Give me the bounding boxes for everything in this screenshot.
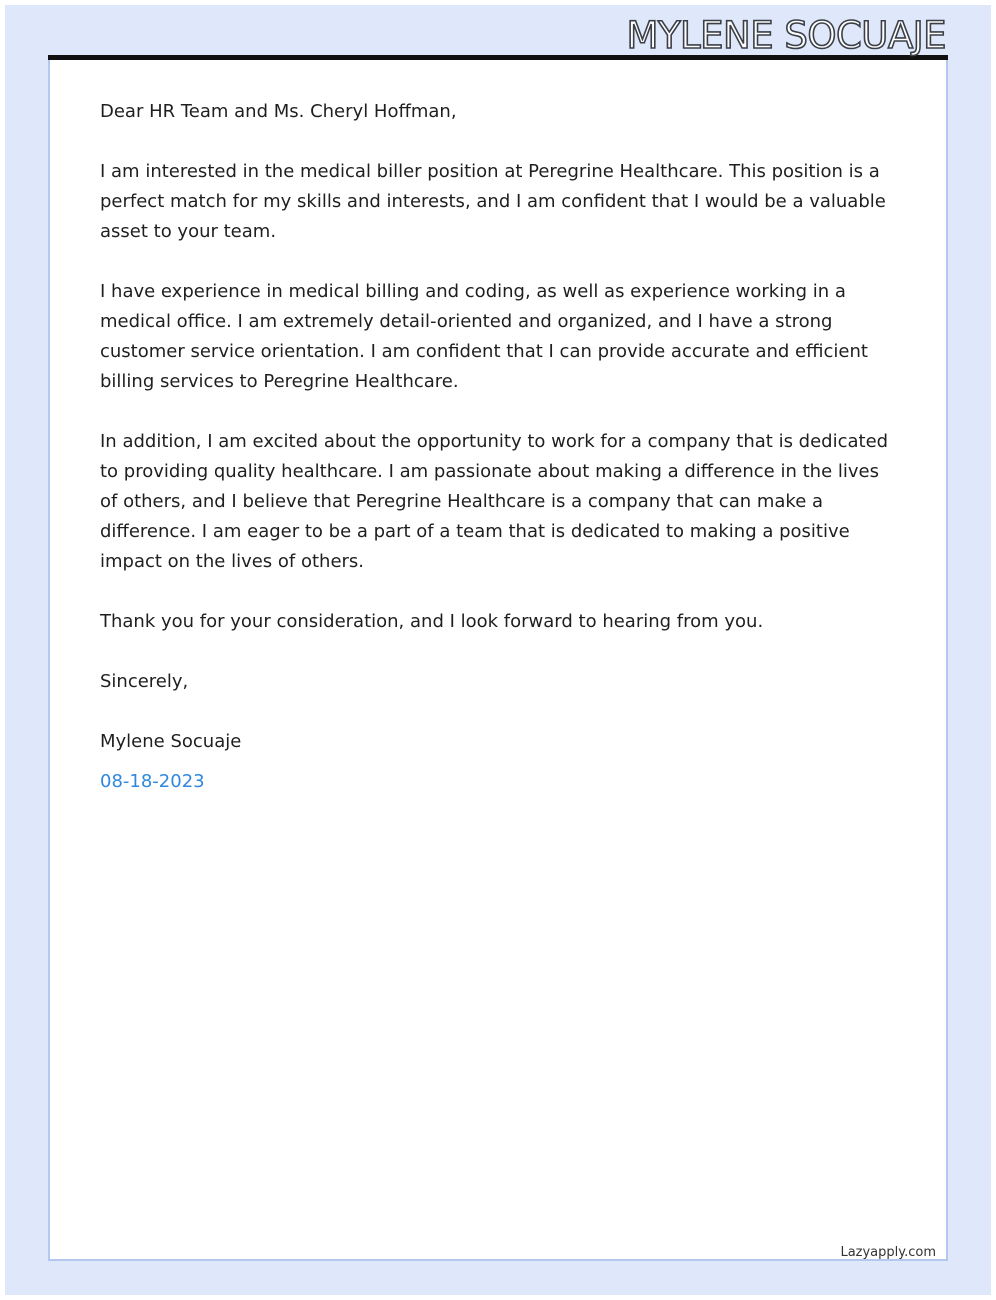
paragraph-thanks: Thank you for your consideration, and I look forward to hearing from you.: [100, 611, 764, 632]
salutation: Dear HR Team and Ms. Cheryl Hoffman,: [100, 101, 457, 122]
letter-date: 08-18-2023: [100, 771, 205, 792]
paragraph-motivation: In addition, I am excited about the opportunity to work for a company that is dedicated to providing quality healthcare. I am passionate about making a difference in the lives of others, and I believe that Peregrine Healthcare is a company that can make a difference. I am eager to be a part of a team that is dedicated to making a positive impact on the lives of others.: [100, 431, 889, 572]
cover-letter-body: [100, 97, 900, 797]
paragraph-experience: I have experience in medical billing and coding, as well as experience working in a medical office. I am extremely detail-oriented and organized, and I have a strong customer service orientation. I am confident that I can provide accurate and efficient billing services to Peregrine Healthcare.: [100, 281, 868, 392]
paragraph-intro: I am interested in the medical biller position at Peregrine Healthcare. This position is a perfect match for my skills and interests, and I am confident that I would be a valuable asset to your team.: [100, 161, 886, 242]
closing: Sincerely,: [100, 671, 189, 692]
signature-name: Mylene Socuaje: [100, 731, 242, 752]
footer-brand-text: Lazyapply.com: [840, 1245, 936, 1260]
applicant-name-heading: MYLENE SOCUAJE: [626, 14, 946, 57]
